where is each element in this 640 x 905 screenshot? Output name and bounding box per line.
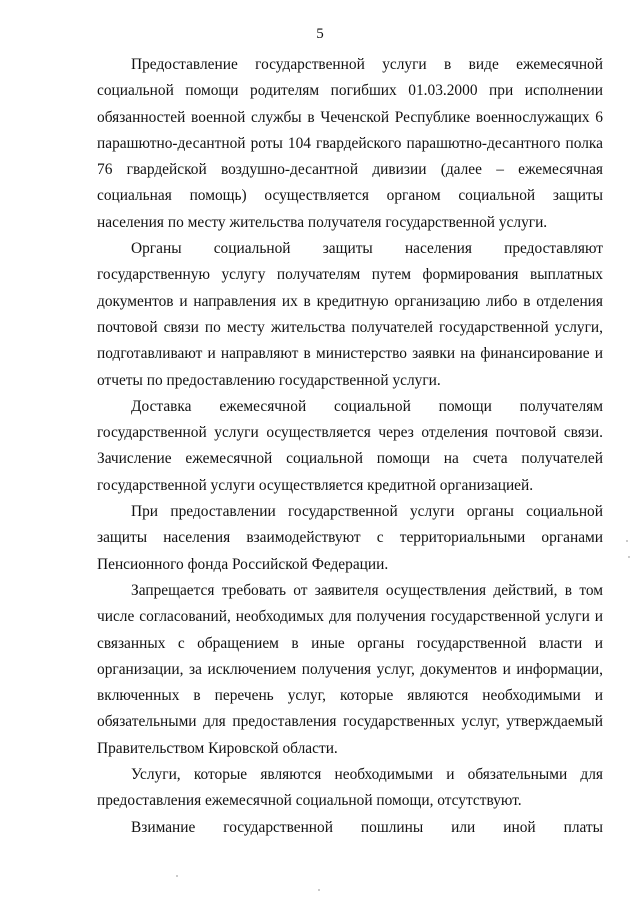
page-number: 5	[316, 26, 324, 42]
paragraph-mandatory-services: Услуги, которые являются необходимыми и обязательными для предоставления ежемесячной социальной помощи, отсутствуют.	[97, 766, 603, 810]
scan-speck	[176, 875, 178, 877]
paragraph-fee-start: Взимание государственной пошлины или иной платы	[131, 818, 603, 836]
scan-speck	[626, 540, 628, 542]
scan-speck	[628, 556, 630, 558]
scan-speck	[318, 889, 320, 891]
paragraph-service-provision: Предоставление государственной услуги в виде ежемесячной социальной помощи родителям погибших 01.03.2000 при исполнении обязанностей военной службы в Чеченской Республике военнослужащих 6 парашютно-десантной роты 104 гвардейского парашютно-десантного полка 76 гвардейской воздушно-десантной дивизии (далее – ежемесячная социальная помощь) осуществляется органом социальной защиты населения по месту жительства получателя государственной услуги.	[97, 56, 603, 231]
paragraph-social-protection-bodies: Органы социальной защиты населения предоставляют государственную услугу получателям путем формирования выплатных документов и направления их в кредитную организацию либо в отделения почтовой связи по месту жительства получателей государственной услуги, подготавливают и направляют в министерство заявки на финансирование и отчеты по предоставлению государственной услуги.	[97, 240, 603, 389]
paragraph-delivery: Доставка ежемесячной социальной помощи получателям государственной услуги осуществляется через отделения почтовой связи. Зачисление ежемесячной социальной помощи на счета получателей государственной услуги осуществляется кредитной организацией.	[97, 397, 603, 494]
paragraph-prohibition: Запрещается требовать от заявителя осуществления действий, в том числе согласований, необходимых для получения государственной услуги и связанных с обращением в иные органы государственной власти и организации, за исключением получения услуг, документов и информации, включенных в перечень услуг, которые являются необходимыми и обязательными для предоставления государственных услуг, утверждаемый Правительством Кировской области.	[97, 581, 603, 757]
document-body	[97, 52, 603, 841]
paragraph-interaction: При предоставлении государственной услуги органы социальной защиты населения взаимодействуют с территориальными органами Пенсионного фонда Российской Федерации.	[97, 503, 603, 573]
